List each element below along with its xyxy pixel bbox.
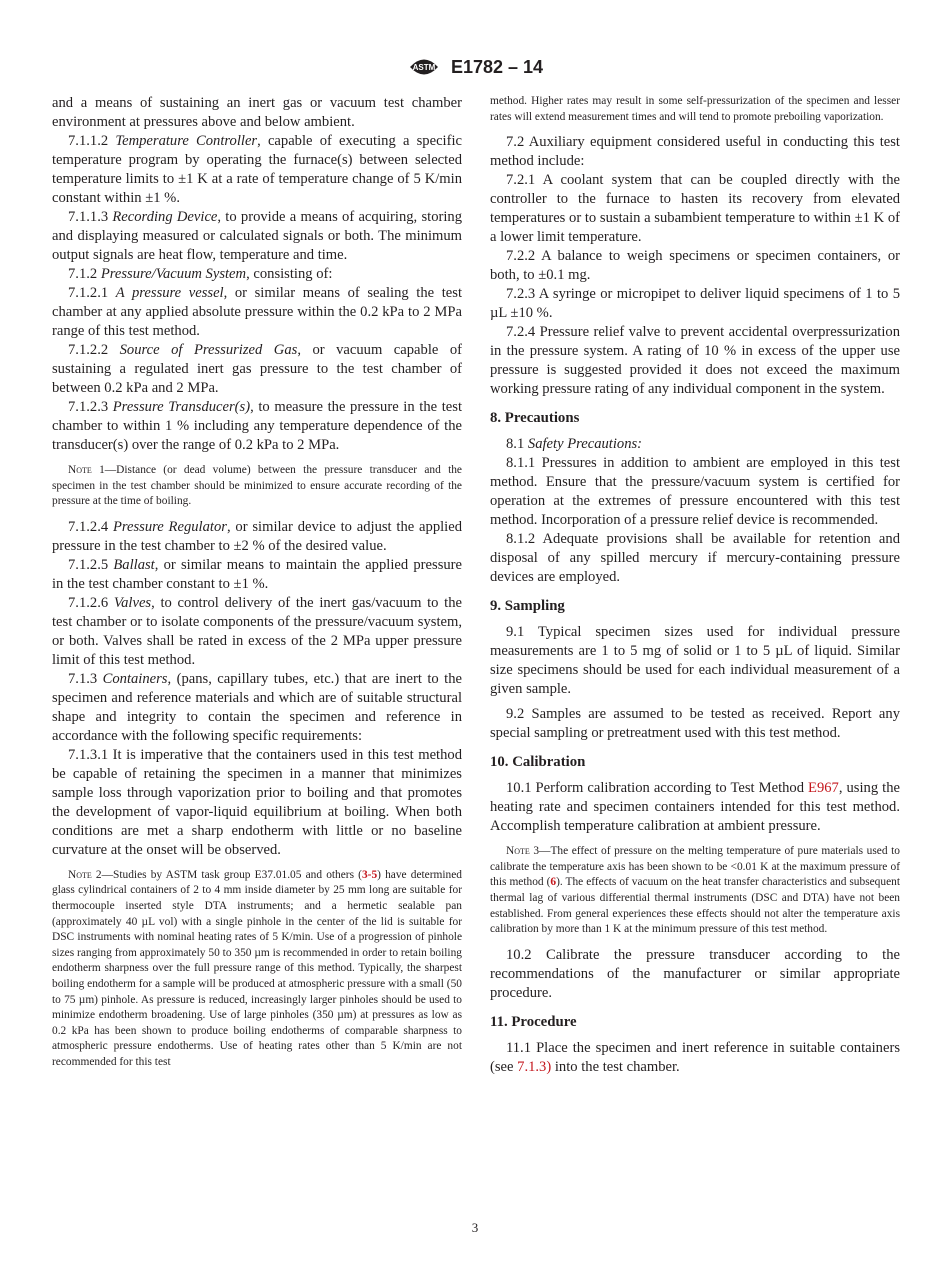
text-segment: 7.1.2.3 [68, 399, 113, 415]
paragraph [490, 454, 900, 530]
text-segment: 10.2 Calibrate the pressure transducer according to the recommendations of the manufacturer or similar appropriate procedure. [490, 946, 900, 1001]
paragraph [52, 594, 462, 670]
text-segment: 1—Distance (or dead volume) between the pressure transducer and the specimen in the test chamber should be minimized to ensure accurate recording of the pressure at the time of boiling. [52, 464, 462, 508]
text-segment: 7.1.2.5 [68, 556, 114, 573]
right-column [490, 94, 900, 1077]
note-paragraph [490, 94, 900, 125]
paragraph [490, 171, 900, 247]
paragraph [490, 285, 900, 323]
paragraph [490, 435, 900, 454]
italic-term: Source of Pressurized Gas [119, 342, 298, 358]
reference-link[interactable]: 6 [550, 876, 557, 889]
text-segment: 11.1 Place the specimen and inert reference in suitable containers (see [490, 1039, 900, 1075]
section-heading [490, 597, 900, 616]
text-segment: , consisting of: [246, 266, 333, 282]
note-label: Note [68, 464, 92, 476]
text-segment: 8. Precautions [490, 410, 580, 427]
text-segment: 9. Sampling [490, 598, 565, 615]
paragraph [490, 323, 900, 399]
italic-term: Valves [113, 594, 152, 611]
paragraph [490, 133, 900, 171]
paragraph [52, 341, 462, 398]
note-label: Note [506, 845, 530, 858]
text-segment: 8.1 [506, 436, 528, 453]
text-segment: , or similar device to adjust the applied pressure in the test chamber to ±2 % of the desired value. [52, 518, 463, 554]
paragraph [52, 670, 462, 746]
text-segment: 7.1.2 [68, 266, 101, 282]
italic-term: Pressure/Vacuum System [100, 266, 247, 282]
note-paragraph [490, 844, 900, 938]
reference-link[interactable]: 3-5 [361, 868, 378, 881]
text-segment: , (pans, capillary tubes, etc.) that are inert to the specimen and reference materials and which are of suitable structural shape and integrity to contain the specimen and reference in accordance with the following specific requirements: [52, 670, 462, 744]
text-segment: 3—The effect of pressure on the melting temperature of pure materials used to calibrate the temperature axis has been shown to be <0.01 K at the maximum pressure of this method ( [490, 845, 900, 889]
italic-term: Containers [102, 670, 168, 687]
note-paragraph [52, 463, 462, 510]
text-segment: 8.1.1 Pressures in addition to ambient are employed in this test method. Ensure that the pressure/vacuum system is certified for operation at the extremes of pressure encountered with this test method. Incorporation of a pressure relief device is recommended. [490, 455, 900, 529]
text-segment: 10. Calibration [490, 754, 586, 771]
text-segment: , to measure the pressure in the test chamber to within 1 % including any temperature dependence of the transducer(s) over the range of 0.2 kPa to 2 MPa. [52, 399, 463, 453]
text-segment: , to control delivery of the inert gas/vacuum to the test chamber or to isolate components of the pressure/vacuum system, or both. Valves shall be rated in excess of the 2 MPa upper pressure limit of this test method. [52, 594, 462, 668]
text-segment: ). The effects of vacuum on the heat transfer characteristics and subsequent thermal lag of various differential thermal instruments (DSC and DTA) have not been established. From general experiences these effects should not alter the temperature axis calibration by more than 1 K at the minimum pressure of this test method. [490, 876, 900, 936]
paragraph [52, 132, 462, 208]
text-segment: ) have determined glass cylindrical containers of 2 to 4 mm inside diameter by 25 mm long are suitable for thermocouple inserted style DTA instruments; and a hermetic sealable pan (approximately 40 µL vol) with a single pinhole in the center of the lid is suitable for DSC instruments with nominal heating rates of 5 K/min. Use of a progression of pinhole sizes ranging from approximately 50 to 350 µm is recommended in order to retain boiling endotherm sharpness over the full pressure range of this method. Typically, the sharpest boiling endotherm for a sample will be produced at atmospheric pressure with a small (50 to 75 µm) pinhole. As pressure is reduced, increasingly larger pinholes should be used to minimize endotherm broadening. Use of large pinholes (350 µm) at pressures as low as 0.2 kPa has been shown to produce boiling endotherms of comparable sharpness to atmospheric pressure endotherms. Use of heating rates other than 5 K/min are not recommended for this test [52, 868, 462, 1068]
text-segment: and a means of sustaining an inert gas or vacuum test chamber environment at pressures above and below ambient. [52, 95, 462, 130]
text-segment: 7.1.1.2 [68, 133, 116, 149]
reference-link[interactable]: 7.1.3) [517, 1058, 552, 1075]
text-segment: 7.1.2.2 [68, 342, 120, 358]
paragraph [52, 518, 462, 556]
text-segment: 11. Procedure [490, 1013, 577, 1030]
paragraph [490, 623, 900, 699]
text-segment: , to provide a means of acquiring, storing and displaying measured or calculated signals or both. The minimum output signals are heat flow, temperature and time. [52, 209, 462, 263]
italic-term: Safety Precautions: [527, 436, 643, 453]
paragraph [490, 1039, 900, 1077]
paragraph [490, 779, 900, 836]
text-segment: 7.1.2.6 [68, 594, 114, 611]
text-segment: , using the heating rate and specimen containers intended for this test method. Accomplish temperature calibration at ambient pressure. [490, 780, 900, 835]
page-header [0, 54, 950, 80]
document-id: E1782 – 14 [450, 56, 544, 77]
text-segment: 7.1.2.4 [68, 518, 113, 535]
reference-link[interactable]: E967 [808, 780, 839, 797]
text-segment: 7.2.1 A coolant system that can be coupled directly with the controller to the furnace to hasten its recovery from elevated temperatures or to sustain a subambient temperature to within ±1 K of a lower limit temperature. [490, 172, 900, 246]
paragraph [52, 284, 462, 341]
italic-term: Ballast [113, 556, 155, 573]
page-number: 3 [471, 1220, 479, 1235]
italic-term: Pressure Transducer(s) [112, 399, 251, 415]
section-heading [490, 409, 900, 428]
text-segment: , or vacuum capable of sustaining a regulated inert gas pressure to the test chamber of between 0.2 kPa and 2 MPa. [52, 342, 463, 396]
note-paragraph [52, 868, 462, 1071]
italic-term: Recording Device [112, 209, 218, 225]
text-segment: method. Higher rates may result in some self-pressurization of the specimen and lesser rates will extend measurement times and will tend to promote preboiling vaporization. [490, 95, 900, 123]
text-segment: 7.1.1.3 [68, 209, 113, 225]
text-segment: into the test chamber. [551, 1058, 680, 1075]
paragraph [52, 398, 462, 455]
paragraph [52, 265, 462, 284]
paragraph [490, 247, 900, 285]
italic-term: A pressure vessel [115, 285, 224, 301]
svg-text:ASTM: ASTM [412, 63, 436, 72]
italic-term: Pressure Regulator [112, 518, 227, 535]
text-segment: 8.1.2 Adequate provisions shall be available for retention and disposal of any spilled mercury if mercury-containing pressure devices are employed. [490, 531, 900, 586]
paragraph [52, 746, 462, 860]
text-segment: , or similar means of sealing the test chamber at any applied absolute pressure within the 0.2 kPa to 2 MPa range of this test method. [52, 285, 462, 339]
astm-logo-icon [407, 54, 441, 80]
section-heading [490, 753, 900, 772]
text-segment: 7.2.3 A syringe or micropipet to deliver liquid specimens of 1 to 5 µL ±10 %. [490, 286, 900, 322]
section-heading [490, 1013, 900, 1032]
text-segment: 9.2 Samples are assumed to be tested as received. Report any special sampling or pretreatment used with this test method. [490, 706, 900, 742]
paragraph [52, 208, 462, 265]
paragraph [52, 94, 462, 132]
text-segment: 7.1.3 [68, 670, 103, 687]
text-segment: 2—Studies by ASTM task group E37.01.05 and others ( [91, 868, 362, 881]
text-segment: , or similar means to maintain the applied pressure in the test chamber constant to ±1 %. [52, 556, 463, 592]
note-label: Note [68, 868, 92, 881]
text-segment: 10.1 Perform calibration according to Test Method [506, 780, 809, 797]
text-segment: 7.2.4 Pressure relief valve to prevent accidental overpressurization in the pressure system. A rating of 10 % in excess of the upper use pressure is suggested provided it does not exceed the maximum working pressure rating of any individual component in the system. [490, 324, 900, 398]
paragraph [52, 556, 462, 594]
text-segment: 7.2.2 A balance to weigh specimens or specimen containers, or both, to ±0.1 mg. [490, 248, 900, 284]
text-segment: 7.2 Auxiliary equipment considered useful in conducting this test method include: [490, 134, 900, 170]
left-column [52, 94, 462, 1079]
text-segment: 7.1.3.1 It is imperative that the containers used in this test method be capable of retaining the specimen in a manner that minimizes sample loss through vaporization prior to boiling and that promotes the development of vapor-liquid equilibrium at boiling. When both conditions are met a sharp endotherm with little or no baseline curvature at the onset will be observed. [52, 746, 462, 858]
text-segment: 9.1 Typical specimen sizes used for individual pressure measurements are 1 to 5 mg of solid or 1 to 5 µL of liquid. Similar size specimens should be used for each individual measurement of a given sample. [490, 624, 900, 698]
italic-term: Temperature Controller [115, 133, 258, 149]
text-segment: 7.1.2.1 [68, 285, 116, 301]
paragraph [490, 530, 900, 587]
paragraph [490, 705, 900, 743]
paragraph [490, 946, 900, 1003]
text-segment: , capable of executing a specific temperature program by operating the furnace(s) between selected temperature limits to ±1 K at a rate of temperature change of 5 K/min constant within ±1 %. [52, 133, 462, 206]
